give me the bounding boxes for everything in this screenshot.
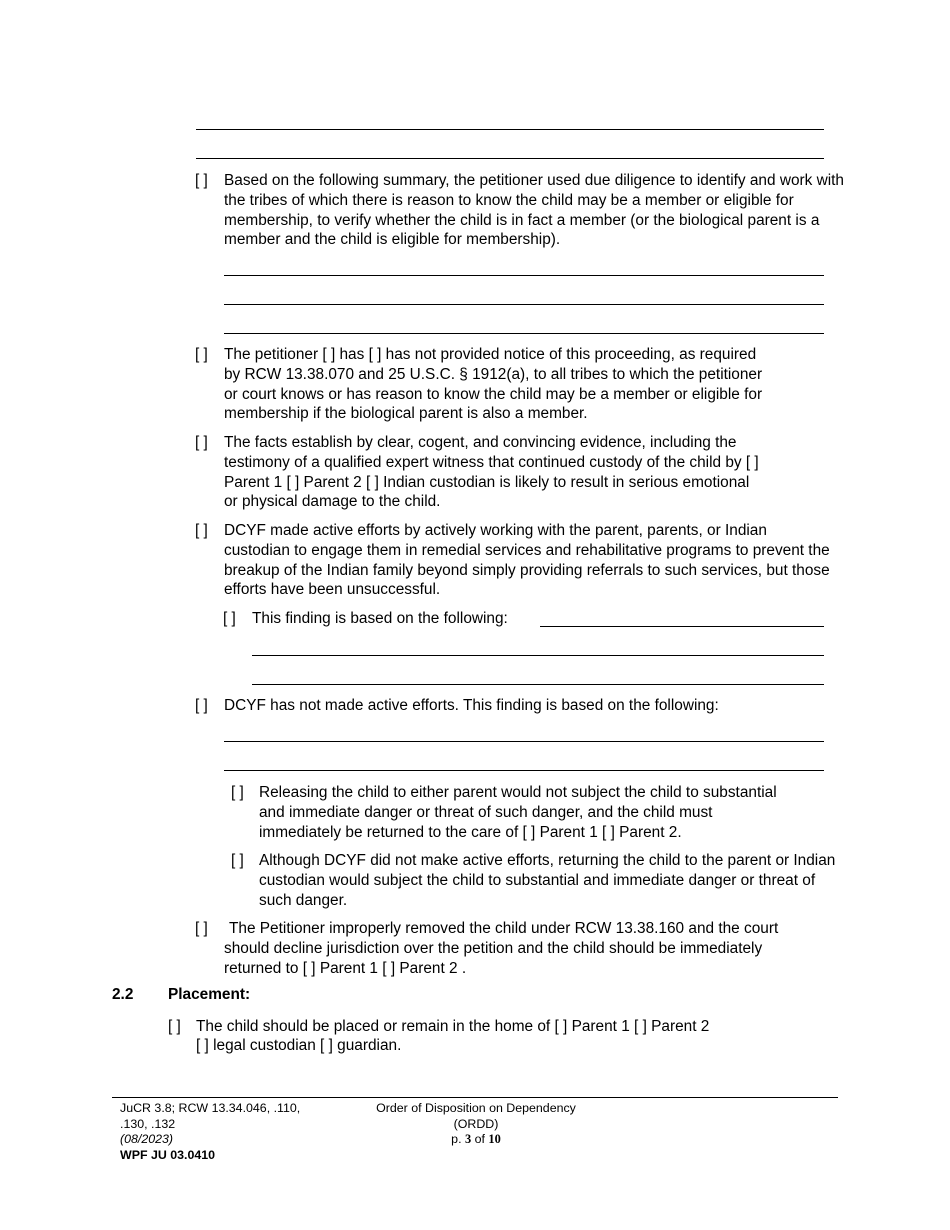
fill-line — [224, 333, 824, 334]
fill-line — [540, 626, 824, 627]
notice-text — [224, 345, 854, 424]
checkbox-release[interactable]: [ ] — [231, 784, 244, 801]
improper-line: The Petitioner improperly removed the child under RCW 13.38.160 and the court — [229, 920, 779, 937]
fill-line — [252, 684, 824, 685]
footer-rule — [112, 1097, 838, 1098]
facts-line: testimony of a qualified expert witness that continued custody of the child by [ ] — [224, 453, 759, 471]
fill-line — [224, 741, 824, 742]
fill-line — [196, 158, 824, 159]
improper-removal-text — [224, 919, 778, 978]
section-title: Placement: — [168, 986, 251, 1003]
section-number: 2.2 — [112, 986, 134, 1003]
checkbox-notice[interactable]: [ ] — [195, 346, 208, 363]
fill-line — [252, 655, 824, 656]
placement-line: [ ] legal custodian [ ] guardian. — [196, 1037, 402, 1054]
checkbox-tribes-diligence[interactable]: [ ] — [195, 172, 208, 189]
active-efforts-text: DCYF made active efforts by actively working with the parent, parents, or Indian custodian to engage them in remedial services and rehabilitative programs to prevent the breakup of the Indian family beyond simply providing referrals to such services, but those efforts have been unsuccessful. — [224, 522, 830, 599]
footer-form-abbrev: (ORDD) — [453, 1116, 499, 1131]
notice-line: or court knows or has reason to know the child may be a member or eligible for — [224, 385, 763, 403]
checkbox-although[interactable]: [ ] — [231, 852, 244, 869]
notice-line: The petitioner [ ] has [ ] has not provided notice of this proceeding, as required — [224, 346, 757, 363]
facts-line: Parent 1 [ ] Parent 2 [ ] Indian custodian is likely to result in serious emotional — [224, 473, 750, 491]
facts-line: The facts establish by clear, cogent, and convincing evidence, including the — [224, 434, 737, 451]
release-line: Releasing the child to either parent would not subject the child to substantial — [259, 784, 777, 801]
footer-form-id: WPF JU 03.0410 — [120, 1147, 216, 1162]
footer-center — [351, 1101, 601, 1148]
no-active-efforts-text: DCYF has not made active efforts. This finding is based on the following: — [224, 697, 719, 714]
fill-line — [196, 129, 824, 130]
placement-line: The child should be placed or remain in the home of [ ] Parent 1 [ ] Parent 2 — [196, 1018, 710, 1035]
footer-left — [120, 1101, 300, 1163]
checkbox-facts[interactable]: [ ] — [195, 434, 208, 451]
fill-line — [224, 275, 824, 276]
footer-form-title: Order of Disposition on Dependency — [376, 1101, 576, 1115]
checkbox-finding-based[interactable]: [ ] — [223, 610, 236, 627]
facts-text — [224, 433, 854, 512]
tribes-diligence-text: Based on the following summary, the petitioner used due diligence to identify and work with the tribes of which there is reason to know the child may be a member or eligible for membership, to verify whether the child is in fact a member (or the biological parent is a member and the child is eligible for membership). — [224, 172, 844, 249]
release-text — [259, 783, 777, 842]
notice-line: by RCW 13.38.070 and 25 U.S.C. § 1912(a), to all tribes to which the petitioner — [224, 365, 763, 383]
release-line: immediately be returned to the care of [ ] Parent 1 [ ] Parent 2. — [259, 823, 682, 841]
fill-line — [224, 770, 824, 771]
checkbox-no-active-efforts[interactable]: [ ] — [195, 697, 208, 714]
although-text: Although DCYF did not make active efforts, returning the child to the parent or Indian custodian would subject the child to substantial and immediate danger or threat of such danger. — [259, 852, 836, 909]
improper-line: should decline jurisdiction over the petition and the child should be immediately — [224, 939, 763, 957]
finding-based-text: This finding is based on the following: — [252, 610, 508, 627]
checkbox-improper-removal[interactable]: [ ] — [195, 920, 208, 937]
footer-rule-citation: JuCR 3.8; RCW 13.34.046, .110, — [120, 1101, 301, 1115]
checkbox-placement[interactable]: [ ] — [168, 1018, 181, 1035]
checkbox-active-efforts[interactable]: [ ] — [195, 522, 208, 539]
footer-rule-citation: .130, .132 — [120, 1116, 176, 1131]
footer-date: (08/2023) — [120, 1132, 174, 1146]
notice-line: membership if the biological parent is also a member. — [224, 405, 588, 423]
release-line: and immediate danger or threat of such danger, and the child must — [259, 803, 713, 821]
footer-page-number: p. 3 of 10 — [451, 1132, 501, 1146]
facts-line: or physical damage to the child. — [224, 493, 441, 511]
fill-line — [224, 304, 824, 305]
improper-line: returned to [ ] Parent 1 [ ] Parent 2 . — [224, 959, 467, 977]
